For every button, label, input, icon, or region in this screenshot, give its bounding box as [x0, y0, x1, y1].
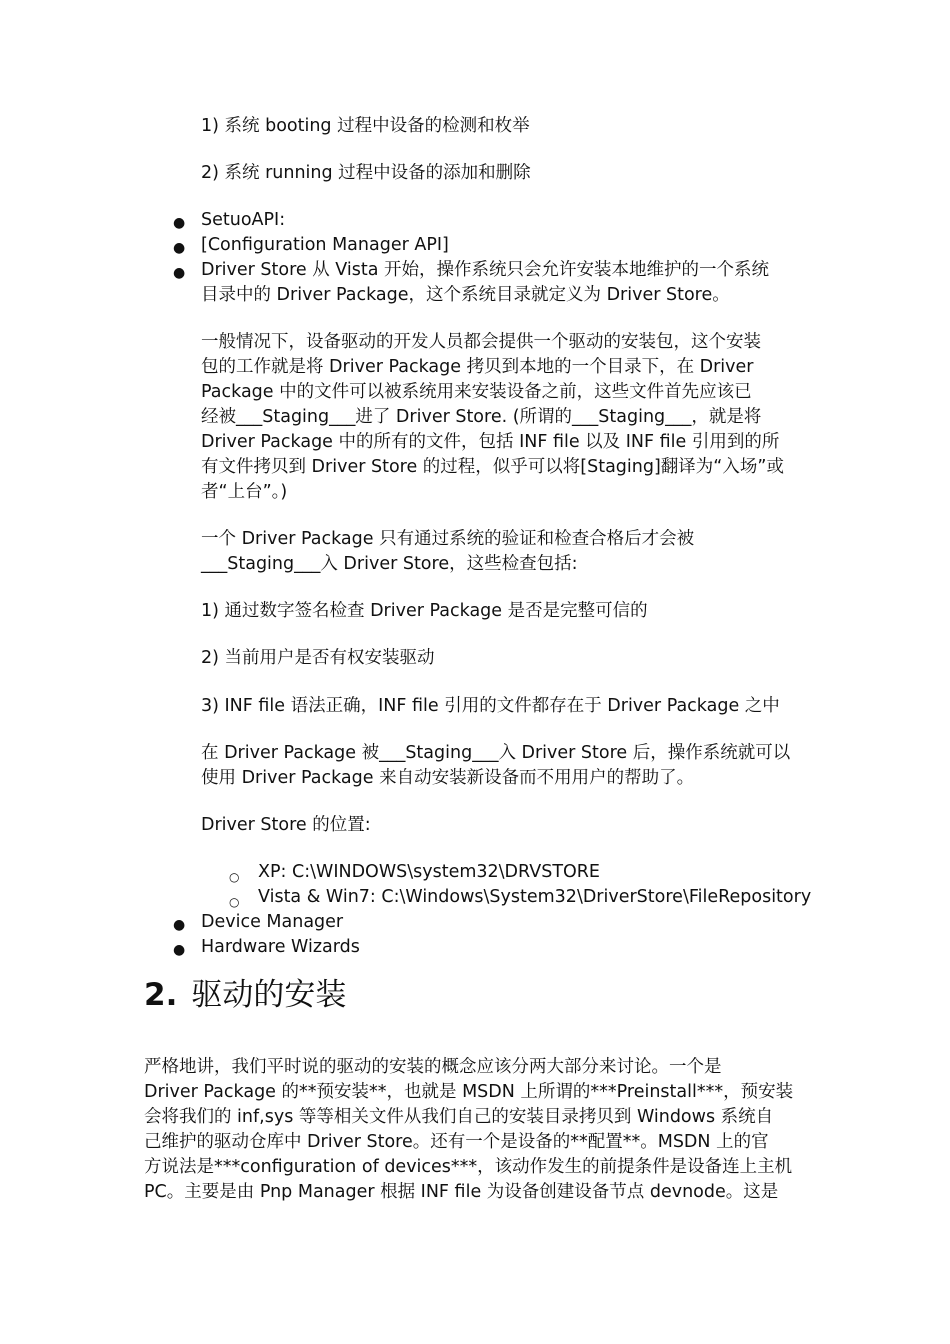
- body-line: 己维护的驱动仓库中 Driver Store。还有一个是设备的**配置**。MSDN 上的官: [144, 1132, 769, 1152]
- para1-line: 一般情况下，设备驱动的开发人员都会提供一个驱动的安装包，这个安装: [201, 332, 761, 352]
- location-label: Driver Store 的位置:: [201, 815, 371, 835]
- bullet-driver-store-cont: 目录中的 Driver Package，这个系统目录就定义为 Driver Store。: [201, 285, 730, 305]
- para1-line: 者“上台”。): [201, 482, 288, 502]
- location-vista-win7: Vista & Win7: C:\Windows\System32\DriverStore\FileRepository: [258, 887, 812, 907]
- para3-line: 使用 Driver Package 来自动安装新设备而不用用户的帮助了。: [201, 768, 695, 788]
- body-line: Driver Package 的**预安装**，也就是 MSDN 上所谓的***Preinstall***，预安装: [144, 1082, 794, 1102]
- bullet-icon: ●: [173, 917, 186, 933]
- section-title: 驱动的安装: [191, 977, 347, 1013]
- bullet-hardware-wizards: Hardware Wizards: [201, 937, 360, 957]
- bullet-icon: ●: [173, 942, 186, 958]
- bullet-config-manager: [Configuration Manager API]: [201, 235, 449, 255]
- enum-item-booting: 1) 系统 booting 过程中设备的检测和枚举: [201, 116, 530, 136]
- location-xp: XP: C:\WINDOWS\system32\DRVSTORE: [258, 862, 600, 882]
- bullet-icon: ●: [173, 215, 186, 231]
- body-line: 严格地讲，我们平时说的驱动的安装的概念应该分两大部分来讨论。一个是: [144, 1057, 722, 1077]
- bullet-device-manager: Device Manager: [201, 912, 344, 932]
- body-line: 会将我们的 inf,sys 等等相关文件从我们自己的安装目录拷贝到 Windows 系统自: [144, 1107, 774, 1127]
- body-line: PC。主要是由 Pnp Manager 根据 INF file 为设备创建设备节点 devnode。这是: [144, 1182, 779, 1202]
- para1-line: Package 中的文件可以被系统用来安装设备之前，这些文件首先应该已: [201, 382, 752, 402]
- bullet-icon: ●: [173, 240, 186, 256]
- bullet-setupapi: SetuoAPI:: [201, 210, 286, 230]
- para1-line: 有文件拷贝到 Driver Store 的过程，似乎可以将[Staging]翻译为“入场”或: [201, 457, 784, 477]
- para2-line: 一个 Driver Package 只有通过系统的验证和检查合格后才会被: [201, 529, 695, 549]
- para1-line: Driver Package 中的所有的文件，包括 INF file 以及 INF file 引用到的所: [201, 432, 780, 452]
- circle-bullet-icon: ○: [229, 895, 240, 909]
- bullet-icon: ●: [173, 265, 186, 281]
- check-item-inf-syntax: 3) INF file 语法正确，INF file 引用的文件都存在于 Driver Package 之中: [201, 696, 780, 716]
- para2-line: ___Staging___入 Driver Store，这些检查包括:: [201, 554, 578, 574]
- bullet-driver-store: Driver Store 从 Vista 开始，操作系统只会允许安装本地维护的一个系统: [201, 260, 770, 280]
- check-item-permission: 2) 当前用户是否有权安装驱动: [201, 648, 435, 668]
- body-line: 方说法是***configuration of devices***，该动作发生的前提条件是设备连上主机: [144, 1157, 793, 1177]
- circle-bullet-icon: ○: [229, 870, 240, 884]
- section-number: 2.: [144, 977, 178, 1013]
- enum-item-running: 2) 系统 running 过程中设备的添加和删除: [201, 163, 531, 183]
- check-item-signature: 1) 通过数字签名检查 Driver Package 是否是完整可信的: [201, 601, 648, 621]
- para1-line: 包的工作就是将 Driver Package 拷贝到本地的一个目录下，在 Driver: [201, 357, 754, 377]
- para1-line: 经被___Staging___进了 Driver Store. (所谓的___Staging___，就是将: [201, 407, 762, 427]
- para3-line: 在 Driver Package 被___Staging___入 Driver Store 后，操作系统就可以: [201, 743, 791, 763]
- section-heading: [144, 974, 346, 1016]
